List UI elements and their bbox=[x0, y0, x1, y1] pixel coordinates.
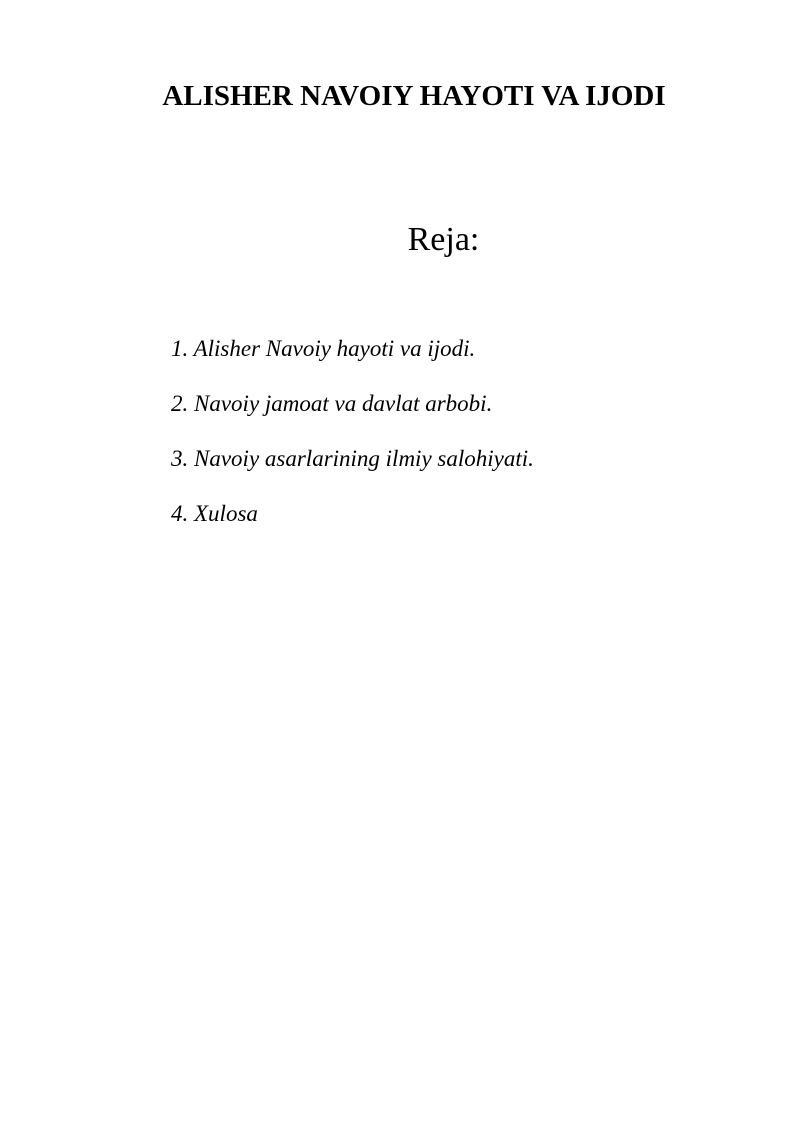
plan-item: 3. Navoiy asarlarining ilmiy salohiyati. bbox=[171, 446, 534, 471]
plan-item: 2. Navoiy jamoat va davlat arbobi. bbox=[171, 391, 493, 416]
plan-item: 1. Alisher Navoiy hayoti va ijodi. bbox=[171, 336, 476, 361]
plan-heading: Reja: bbox=[407, 221, 480, 258]
plan-item: 4. Xulosa bbox=[171, 501, 258, 526]
plan-list bbox=[171, 334, 534, 554]
document-title: ALISHER NAVOIY HAYOTI VA IJODI bbox=[162, 80, 666, 112]
